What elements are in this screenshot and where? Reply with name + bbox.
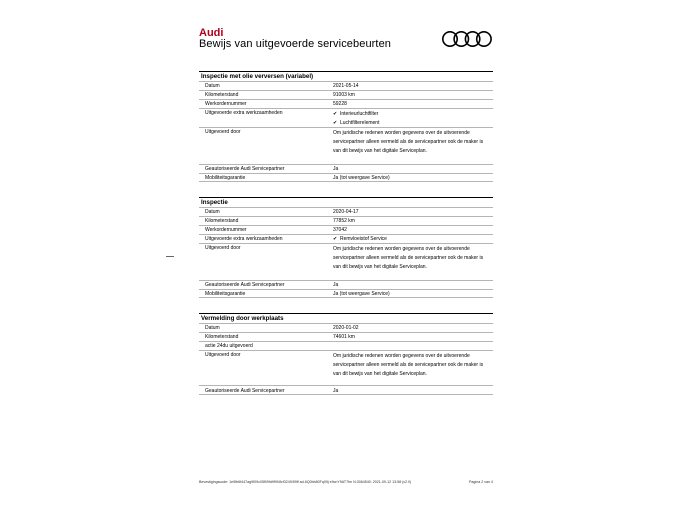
row-value: Ja xyxy=(333,166,339,172)
row-werkordernummer xyxy=(199,225,493,234)
row-mobiliteitsgarantie xyxy=(199,289,493,298)
text-line: van dit bewijs van het digitale Serviceplan. xyxy=(333,264,427,270)
row-label: Uitgevoerd door xyxy=(205,129,241,135)
row-datum xyxy=(199,207,493,216)
row-value: 77852 km xyxy=(333,218,355,224)
row-value-text xyxy=(333,129,493,164)
row-kilometerstand xyxy=(199,90,493,99)
row-kilometerstand xyxy=(199,332,493,341)
row-servicepartner xyxy=(199,164,493,173)
checkmark-icon: ✔ xyxy=(333,111,338,117)
row-kilometerstand xyxy=(199,216,493,225)
text-line: servicepartner alleen vermeld als de servicepartner ook de maker is xyxy=(333,139,484,145)
row-label: Geautoriseerde Audi Servicepartner xyxy=(205,388,285,394)
text-line: Om juridische redenen worden gegevens over de uitvoerende xyxy=(333,353,470,359)
row-label: Kilometerstand xyxy=(205,92,239,98)
row-label: Datum xyxy=(205,325,220,331)
row-werkordernummer xyxy=(199,99,493,108)
row-extra-werkzaamheden xyxy=(199,234,493,243)
row-label: Uitgevoerd door xyxy=(205,352,241,358)
row-datum xyxy=(199,323,493,332)
extra-item xyxy=(333,236,493,243)
service-section-2 xyxy=(199,197,493,298)
extra-item-label: Luchtfilterelement xyxy=(340,120,380,126)
row-label: Geautoriseerde Audi Servicepartner xyxy=(205,282,285,288)
row-label: Mobiliteitsgarantie xyxy=(205,291,246,297)
row-value: Ja (tot weergave Service) xyxy=(333,291,390,297)
service-section-3 xyxy=(199,313,493,395)
row-value: 37042 xyxy=(333,227,347,233)
text-line: servicepartner alleen vermeld als de servicepartner ook de maker is xyxy=(333,255,484,261)
section-title: Vermelding door werkplaats xyxy=(199,313,493,323)
row-label: Geautoriseerde Audi Servicepartner xyxy=(205,166,285,172)
row-mobiliteitsgarantie xyxy=(199,173,493,182)
row-value: 2020-01-02 xyxy=(333,325,359,331)
page-number: Pagina 2 van 4 xyxy=(469,480,493,484)
checkmark-icon: ✔ xyxy=(333,120,338,126)
row-label: Datum xyxy=(205,83,220,89)
row-value: 2021-05-14 xyxy=(333,83,359,89)
row-uitgevoerd-door xyxy=(199,243,493,280)
row-value: Ja (tot weergave Service) xyxy=(333,175,390,181)
extra-item xyxy=(333,119,493,128)
row-uitgevoerd-door xyxy=(199,350,493,385)
row-label: Werkordernummer xyxy=(205,101,247,107)
row-label: Datum xyxy=(205,209,220,215)
row-uitgevoerd-door xyxy=(199,127,493,164)
margin-mark xyxy=(166,256,174,257)
text-line: servicepartner alleen vermeld als de servicepartner ook de maker is xyxy=(333,362,484,368)
row-servicepartner xyxy=(199,385,493,395)
extra-item xyxy=(333,110,493,119)
section-title: Inspectie met olie verversen (variabel) xyxy=(199,71,493,81)
section-title: Inspectie xyxy=(199,197,493,207)
row-label: Werkordernummer xyxy=(205,227,247,233)
row-label: actie 24du uitgevoerd xyxy=(205,343,253,349)
row-value: Ja xyxy=(333,282,339,288)
text-line: Om juridische redenen worden gegevens over de uitvoerende xyxy=(333,246,470,252)
row-label: Uitgevoerde extra werkzaamheden xyxy=(205,110,283,116)
row-value: Ja xyxy=(333,388,339,394)
row-datum xyxy=(199,81,493,90)
row-label: Kilometerstand xyxy=(205,334,239,340)
row-extra-werkzaamheden xyxy=(199,108,493,127)
service-section-1 xyxy=(199,71,493,182)
row-servicepartner xyxy=(199,280,493,289)
row-value xyxy=(333,343,493,350)
extra-item-label: Interieurluchtfilter xyxy=(340,111,379,117)
row-value: 2020-04-17 xyxy=(333,209,359,215)
page-footer xyxy=(199,480,493,484)
document-title: Bewijs van uitgevoerde servicebeurten xyxy=(199,38,392,50)
row-label: Uitgevoerd door xyxy=(205,245,241,251)
checkmark-icon: ✔ xyxy=(333,236,338,242)
brand-name: Audi xyxy=(199,27,224,39)
row-value: 59228 xyxy=(333,101,347,107)
row-value: 91003 km xyxy=(333,92,355,98)
row-value-text xyxy=(333,245,493,280)
row-value-text xyxy=(333,352,493,385)
text-line: van dit bewijs van het digitale Serviceplan. xyxy=(333,148,427,154)
row-value-list xyxy=(333,110,493,127)
row-actie xyxy=(199,341,493,350)
text-line: Om juridische redenen worden gegevens over de uitvoerende xyxy=(333,130,470,136)
row-value: 74601 km xyxy=(333,334,355,340)
confirmation-code: Bevestigingscode: 1e5fb6f447ag9f09c05f09fd9f9f4fcf3249/59ff ad-6Q0bb80Fq09j e9cnY9AT7fm N:3064540: 2021-09-12 13:58 (v2.0) xyxy=(199,480,412,484)
row-label: Kilometerstand xyxy=(205,218,239,224)
row-label: Uitgevoerde extra werkzaamheden xyxy=(205,236,283,242)
row-label: Mobiliteitsgarantie xyxy=(205,175,246,181)
text-line: van dit bewijs van het digitale Serviceplan. xyxy=(333,371,427,377)
audi-rings-logo xyxy=(441,30,493,53)
extra-item-label: Remvloeistof Service xyxy=(340,236,387,242)
